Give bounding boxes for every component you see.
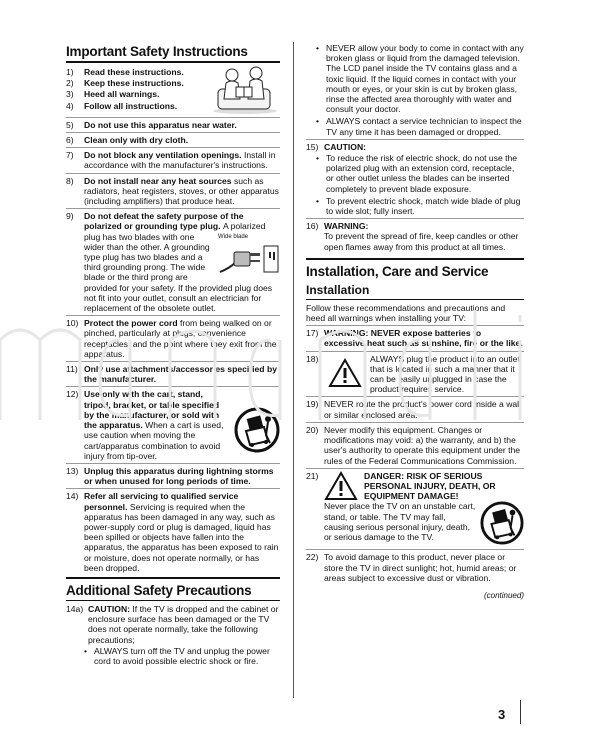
item-9: 9) Do not defeat the safety purpose of the polarized or grounding type plug. Wide blade A polarized plug has two blades with one wider than the other. A grounding type plug has two blades and a third grounding prong. The wide blade or the third prong are provided for your safety. If the provided plug does not fit into your outlet, consult an electrician for replacement of the obsolete outlet. — [66, 211, 280, 313]
installation-intro: Follow these recommendations and precautions and heed all warnings when installing your TV: — [306, 302, 506, 324]
item-4: 4) Follow all instructions. — [66, 100, 178, 111]
item-20: 20) Never modify this equipment. Changes or modifications may void: a) the warranty, and b) the user's authority to operate this equipment under the rules of the Federal Communications Commission. — [306, 424, 521, 466]
bullet-broken-glass: • NEVER allow your body to come in contact with any broken glass or liquid from the damaged television. The LCD panel inside the TV contains glass and a toxic liquid. If the liquid comes in contact with your mouth or eyes, or your skin is cut by broken glass, rinse the affected area thoroughly with water and consult your doctor. — [316, 43, 524, 115]
continued-note: (continued) — [483, 590, 524, 600]
caution-triangle-icon — [328, 358, 362, 388]
item-14: 14) Refer all servicing to qualified service personnel. Servicing is required when the apparatus has been damaged in any way, such as power-supply cord or plug is damaged, liquid has been spilled or objects have fallen into the apparatus, the apparatus has been exposed to rain or moisture, does not operate normally, or has been dropped. — [66, 491, 279, 573]
item-15: 15) CAUTION: — [306, 141, 367, 152]
cart-tipover-warning-icon — [234, 407, 280, 453]
item-1: 1) Read these instructions. — [66, 67, 184, 77]
item-10: 10) Protect the power cord from being walked on or pinched, particularly at plugs, convenience receptacles, and the point where they exit from the apparatus. — [66, 318, 277, 359]
item-17: 17) WARNING: NEVER expose batteries to excessive heat such as sunshine, fire or the like. — [306, 328, 523, 349]
items-1-4 — [66, 67, 280, 111]
section-title-additional-safety: Additional Safety Precautions — [66, 582, 252, 598]
bullet-contact-technician: • ALWAYS contact a service technician to inspect the TV any time it has been damaged or dropped. — [316, 116, 522, 137]
bullet-turn-off: • ALWAYS turn off the TV and unplug the power cord to avoid possible electric shock or fire. — [84, 645, 270, 666]
page-number: 3 — [498, 707, 506, 722]
polarized-plug-icon — [216, 238, 280, 278]
column-divider — [293, 42, 294, 698]
left-column — [66, 44, 280, 668]
item-19: 19) NEVER route the product's power cord inside a wall or similar enclosed area. — [306, 399, 522, 420]
item-7: 7) Do not block any ventilation openings. Install in accordance with the manufacturer's instructions. — [66, 150, 276, 171]
cart-tipover-warning-icon-2 — [480, 501, 524, 545]
right-column — [306, 42, 524, 600]
item-6: 6) Clean only with dry cloth. — [66, 135, 189, 146]
subsection-installation: Installation — [306, 282, 370, 297]
item-13: 13) Unplug this apparatus during lightning storms or when unused for long periods of time. — [66, 465, 274, 487]
danger-triangle-icon — [324, 471, 358, 501]
item-3: 3) Heed all warnings. — [66, 89, 160, 100]
item-2: 2) Keep these instructions. — [66, 78, 184, 89]
item-14a: 14a) CAUTION: If the TV is dropped and the cabinet or enclosure surface has been damaged or the TV does not operate normally, take the following precautions; — [66, 603, 279, 645]
polarized-plug-figure — [216, 232, 280, 278]
section-title-important-safety: Important Safety Instructions — [66, 44, 248, 59]
page-number-bar — [520, 700, 521, 724]
item-21: 21) DANGER: RISK OF SERIOUS PERSONAL INJURY, DEATH, OR EQUIPMENT DAMAGE! Never place the TV on an unstable cart, stand, or table. The TV may fall, causing serious personal injury, death, or serious damage to the TV. — [306, 471, 524, 548]
item-8: 8) Do not install near any heat sources such as radiators, heat registers, stoves, or other apparatus (including amplifiers) that produce heat. — [66, 175, 279, 207]
bullet-wide-blade: • To prevent electric shock, match wide blade of plug to wide slot; fully insert. — [316, 195, 521, 217]
item-11: 11) Only use attachments/accessories specified by the manufacturer. — [66, 364, 277, 385]
wide-blade-label: Wide blade — [218, 233, 249, 240]
item-22: 22) To avoid damage to this product, never place or store the TV in direct sunlight; hot, humid areas; or areas subject to excessive dust or vibration. — [306, 552, 517, 583]
item-5: 5) Do not use this apparatus near water. — [66, 119, 237, 130]
section-title-installation-care: Installation, Care and Service — [306, 263, 489, 279]
bullet-polarized-extension: • To reduce the risk of electric shock, do not use the polarized plug with an extension cord, receptacle, or other outlet unless the blades can be inserted completely to prevent blade exposure. — [316, 153, 518, 194]
item-16: 16) WARNING: To prevent the spread of fire, keep candles or other open flames away from this product at all times. — [306, 221, 519, 252]
item-18: 18) ALWAYS plug the product into an outlet that is located in such a manner that it can be easily unplugged in case the product requires service. — [306, 353, 520, 395]
item-12: 12) Use only with the cart, stand, tripod, bracket, or table specified by the manufacturer, or sold with the apparatus. When a cart is used, use caution when moving the cart/apparatus combination to avoid injury from tip-over. — [66, 389, 280, 460]
reading-people-illustration-icon — [210, 63, 280, 115]
